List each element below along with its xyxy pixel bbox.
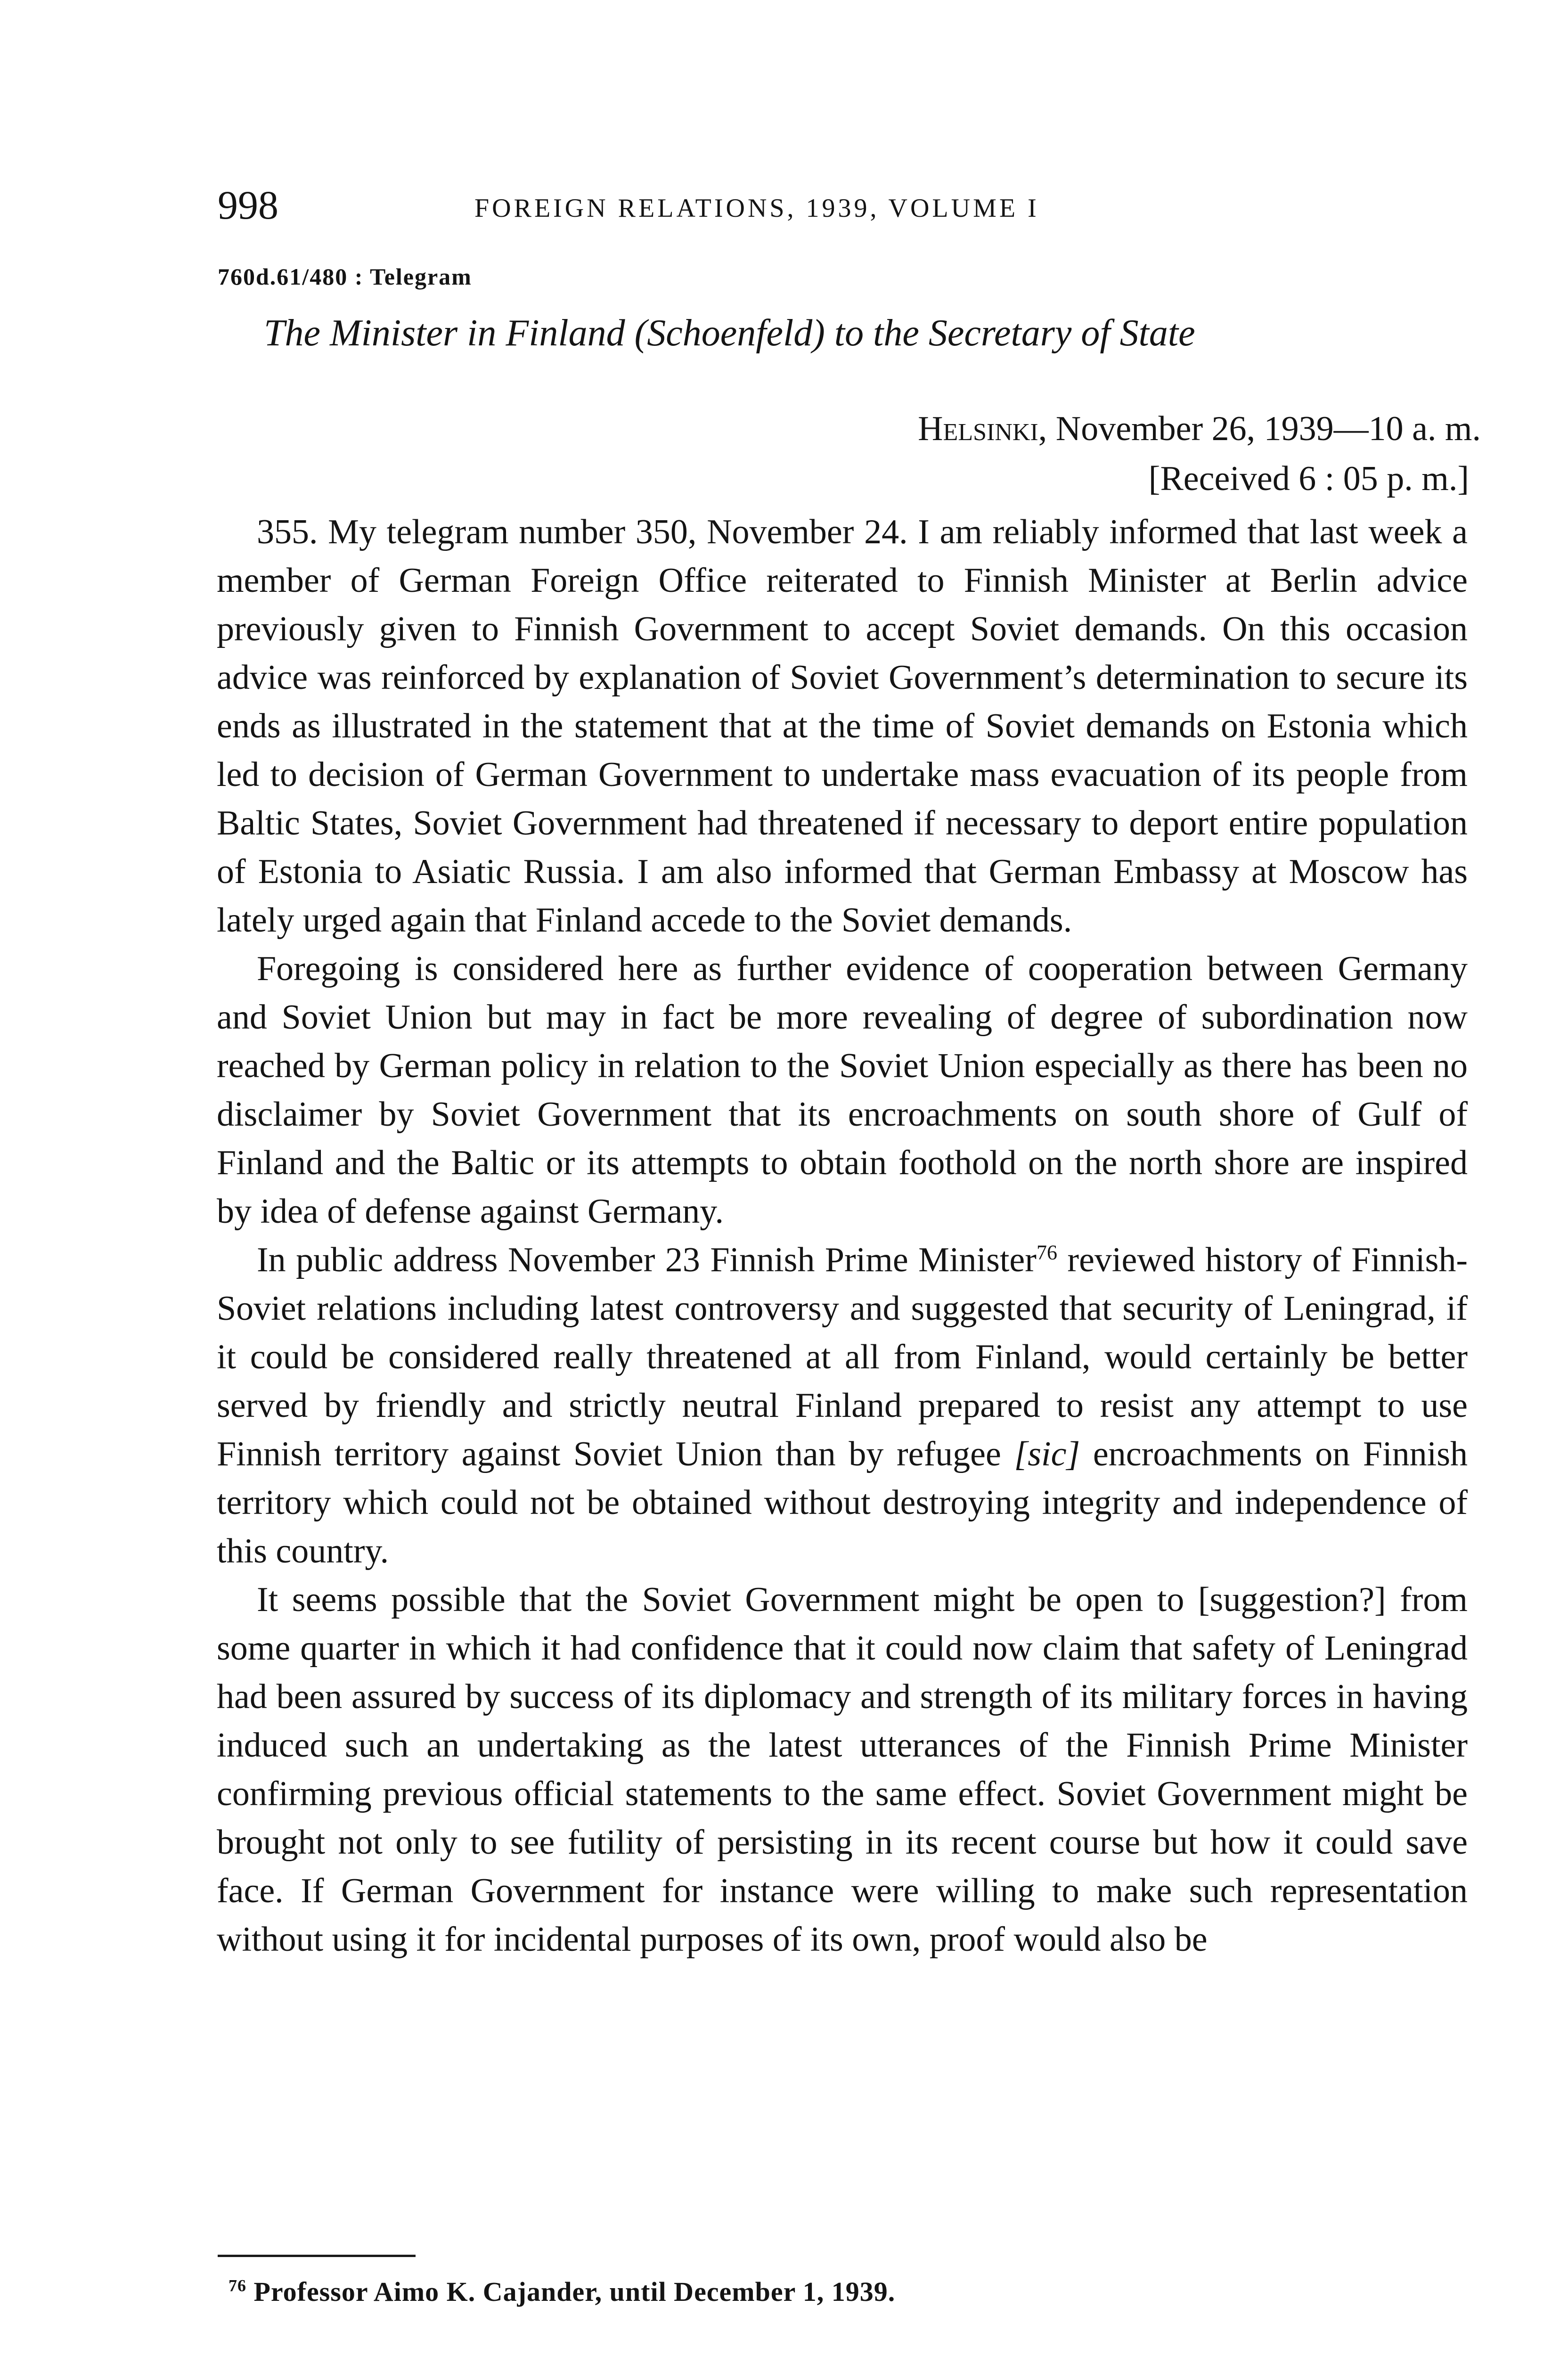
paragraph-1: 355. My telegram number 350, November 24. I am reliably informed that last week a member of German Foreign Office reiterated to Finnish Minister at Berlin advice previously given to Finnish Government to accept Soviet demands. On this occasion advice was reinforced by explanation of Soviet Government’s determination to secure its ends as illustrated in the statement that at the time of Soviet demands on Estonia which led to decision of German Government to undertake mass evacuation of its people from Baltic States, Soviet Government had threatened if necessary to deport entire population of Estonia to Asiatic Russia. I am also informed that German Embassy at Moscow has lately urged again that Finland accede to the Soviet demands. — [217, 513, 1468, 940]
footnote — [229, 2276, 895, 2307]
file-reference: 760d.61/480 : Telegram — [218, 263, 472, 290]
sic-note: [sic] — [1014, 1435, 1080, 1473]
dateline-date: , November 26, 1939—10 a. m. — [1038, 409, 1481, 448]
page-header — [218, 179, 1466, 236]
dateline — [918, 405, 1481, 452]
paragraph-3-part-2: reviewed history of Finnish-Soviet relations including latest controversy and suggested that security of Leningrad, if it could be considered really threatened at all from Finland, would certainly be better served by friendly and strictly neutral Finland prepared to resist any attempt to use Finnish territory against Soviet Union than by refugee — [217, 1241, 1468, 1473]
paragraph-4: It seems possible that the Soviet Government might be open to [suggestion?] from some quarter in which it had confidence that it could now claim that safety of Leningrad had been assured by success of its diplomacy and strength of its military forces in having induced such an undertaking as the latest utterances of the Finnish Prime Minister confirming previous official statements to the same effect. Soviet Government might be brought not only to see futility of persisting in its recent course but how it could save face. If German Government for instance were willing to make such representation without using it for incidental purposes of its own, proof would also be — [217, 1580, 1468, 1959]
footnote-rule — [218, 2255, 416, 2257]
paragraph-3 — [217, 1236, 1468, 1576]
footnote-text: Professor Aimo K. Cajander, until December 1, 1939. — [253, 2276, 896, 2307]
page-number: 998 — [218, 182, 278, 228]
footnote-mark: 76 — [229, 2276, 246, 2295]
running-head: FOREIGN RELATIONS, 1939, VOLUME I — [474, 194, 1039, 223]
telegram-body — [217, 508, 1468, 1964]
received-time: [Received 6 : 05 p. m.] — [1148, 459, 1469, 498]
paragraph-3-part-3: encroachments on Finnish territory which could not be obtained without destroying integrity and independence of this country. — [217, 1435, 1468, 1571]
document-title: The Minister in Finland (Schoenfeld) to the Secretary of State — [264, 312, 1195, 354]
dateline-place: Helsinki — [918, 409, 1038, 448]
footnote-reference: 76 — [1036, 1241, 1057, 1264]
paragraph-2: Foregoing is considered here as further evidence of cooperation between Germany and Soviet Union but may in fact be more revealing of degree of subordination now reached by German policy in relation to the Soviet Union especially as there has been no disclaimer by Soviet Government that its encroachments on south shore of Gulf of Finland and the Baltic or its attempts to obtain foothold on the north shore are inspired by idea of defense against Germany. — [217, 949, 1468, 1231]
paragraph-3-part-1: In public address November 23 Finnish Prime Minister — [257, 1241, 1037, 1279]
